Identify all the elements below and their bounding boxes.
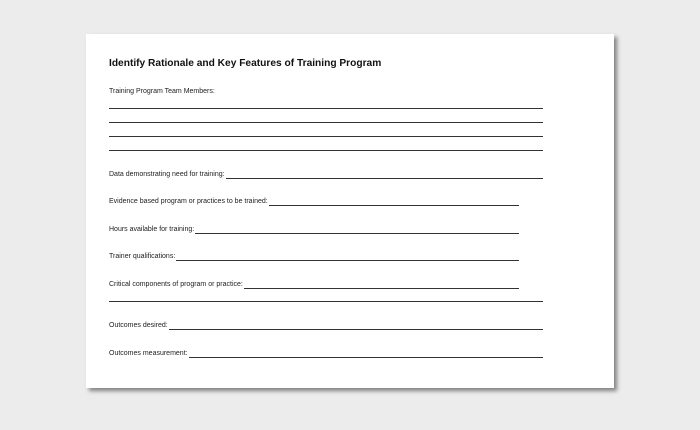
- evidence-based-line[interactable]: [269, 198, 519, 206]
- outcomes-measurement-line[interactable]: [189, 350, 543, 358]
- trainer-quals-line[interactable]: [176, 253, 519, 261]
- evidence-based-label: Evidence based program or practices to be trained:: [109, 198, 268, 205]
- team-members-label: Training Program Team Members:: [109, 88, 215, 95]
- trainer-quals-label: Trainer qualifications:: [109, 253, 176, 260]
- hours-label: Hours available for training:: [109, 226, 195, 233]
- outcomes-measurement-label: Outcomes measurement:: [109, 350, 188, 357]
- outcomes-measurement-row: [109, 349, 543, 358]
- team-members-line-4[interactable]: [109, 150, 543, 151]
- outcomes-desired-line[interactable]: [169, 322, 543, 330]
- outcomes-desired-label: Outcomes desired:: [109, 322, 168, 329]
- critical-components-label: Critical components of program or practice:: [109, 281, 243, 288]
- hours-row: [109, 225, 519, 234]
- evidence-based-row: [109, 197, 519, 206]
- critical-components-line-2[interactable]: [109, 301, 543, 302]
- team-members-line-2[interactable]: [109, 122, 543, 123]
- data-need-line[interactable]: [226, 171, 543, 179]
- form-title: Identify Rationale and Key Features of Training Program: [109, 58, 382, 69]
- data-need-row: [109, 170, 543, 179]
- hours-line[interactable]: [195, 226, 519, 234]
- data-need-label: Data demonstrating need for training:: [109, 171, 225, 178]
- form-page: [86, 34, 614, 388]
- team-members-line-1[interactable]: [109, 108, 543, 109]
- team-members-line-3[interactable]: [109, 136, 543, 137]
- trainer-quals-row: [109, 252, 519, 261]
- outcomes-desired-row: [109, 321, 543, 330]
- critical-components-line[interactable]: [244, 281, 519, 289]
- critical-components-row: [109, 280, 519, 289]
